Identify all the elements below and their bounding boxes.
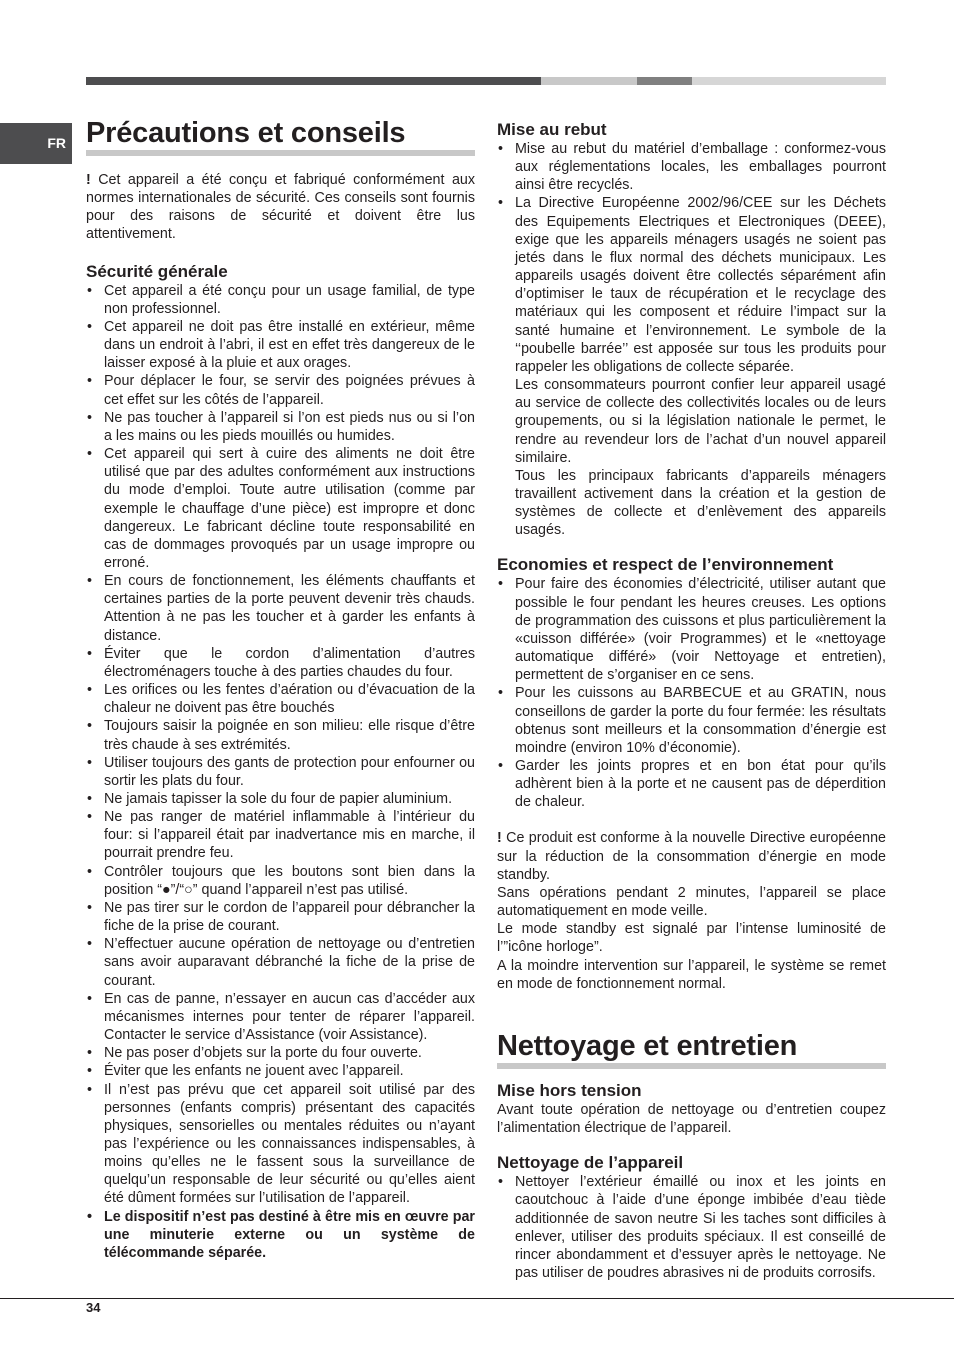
section-heading-securite: Sécurité générale — [86, 261, 228, 281]
list-item: • Éviter que le cordon d’alimentation d’autres électroménagers touche à des parties chaudes du four. — [86, 645, 475, 681]
page-number: 34 — [86, 1300, 101, 1315]
section-heading-rebut: Mise au rebut — [497, 120, 607, 139]
notice-text: Ce produit est conforme à la nouvelle Directive européenne sur la réduction de la consommation d’énergie en mode standby. — [497, 830, 886, 883]
notice-paragraph — [497, 829, 886, 883]
section-title-nettoyage: Nettoyage et entretien — [497, 1029, 886, 1069]
intro-paragraph — [86, 171, 475, 244]
top-decorative-bar — [86, 77, 886, 85]
list-item: • Il n’est pas prévu que cet appareil soit utilisé par des personnes (enfants compris) présentant des capacités physiques, sensorielles ou mentales réduites ou n’ayant pas l’expérience ou les connaissances indispensables, à moins qu’elles ne le fassent sous la surveillance de quelqu’un responsable de leur sécurité ou qu’elles aient été dûment formées sur l’utilisation de l’appareil. — [86, 1081, 475, 1208]
list-item: • Cet appareil qui sert à cuire des aliments ne doit être utilisé que par des adultes conformément aux instructions du mode d’emploi. Toute autre utilisation (comme par exemple le chauffage d’une pièce) est impropre et donc dangereux. Le fabricant décline toute responsabilité en cas de dommages provoqués par un usage impropre ou erroné. — [86, 445, 475, 572]
list-item: • En cours de fonctionnement, les éléments chauffants et certaines parties de la porte peuvent devenir très chauds. Attention à ne pas les toucher et à garder les enfants à distance. — [86, 572, 475, 645]
list-item: • Nettoyer l’extérieur émaillé ou inox et les joints en caoutchouc à l’aide d’une éponge imbibée d’eau tiède additionnée de savon neutre Si les taches sont difficiles à enlever, utiliser des produits spéciaux. Il est conseillé de rincer abondamment et d’essuyer après le nettoyage. Ne pas utiliser de poudres abrasives ni de produits corrosifs. — [497, 1173, 886, 1282]
left-column — [86, 116, 475, 1262]
bar-segment-light-end — [692, 77, 886, 85]
securite-list — [86, 282, 475, 1262]
section-heading-nettoyage: Nettoyage de l’appareil — [497, 1153, 684, 1173]
list-item: • La Directive Européenne 2002/96/CEE sur les Déchets des Equipements Electriques et Electroniques (DEEE), exige que les appareils ménagers usagés ne soient pas jetés dans le flux normal des déchets municipaux. Les appareils usagés doivent être collectés séparément afin d’optimiser le taux de récupération et le recyclage des matériaux qui les composent et réduire l’impact sur la santé humaine et l’environnement. Le symbole de la ‘‘poubelle barrée’’ est apposée sur tous les produits pour rappeler les obligations de collecte séparée. — [497, 194, 886, 376]
list-item: • Cet appareil a été conçu pour un usage familial, de type non professionnel. — [86, 282, 475, 318]
list-item: • Toujours saisir la poignée en son milieu: elle risque d’être très chaude à ses extrémités. — [86, 717, 475, 753]
list-item: • En cas de panne, n’essayer en aucun cas d’accéder aux mécanismes internes pour tenter de réparer l’appareil. Contacter le service d’Assistance (voir Assistance). — [86, 990, 475, 1044]
section-heading-hors-tension: Mise hors tension — [497, 1080, 642, 1100]
economies-list — [497, 575, 886, 811]
nettoyage-list — [497, 1173, 886, 1282]
warning-mark: ! — [497, 830, 502, 847]
list-item: • Ne pas ranger de matériel inflammable à l’intérieur du four: si l’appareil était par inadvertance mis en marche, il pourrait prendre feu. — [86, 808, 475, 862]
intro-text: Cet appareil a été conçu et fabriqué conformément aux normes internationales de sécurité. Ces conseils sont fournis pour des raisons de sécurité et doivent être lus attentivement. — [86, 172, 475, 243]
page-title: Précautions et conseils — [86, 116, 475, 156]
warning-mark: ! — [86, 172, 91, 188]
notice-paragraph: Le mode standby est signalé par l’intense luminosité de l’”icône horloge”. — [497, 921, 886, 956]
section-heading-economies: Economies et respect de l’environnement — [497, 555, 834, 575]
list-item: • Ne pas poser d’objets sur la porte du four ouverte. — [86, 1044, 475, 1062]
rebut-paragraph: Tous les principaux fabricants d’appareils ménagers travaillent activement dans la création et la gestion de systèmes de collecte et d’enlèvement des appareils usagés. — [515, 467, 886, 539]
list-item: • Mise au rebut du matériel d’emballage : conformez-vous aux réglementations locales, les emballages pourront ainsi être recyclés. — [497, 140, 886, 194]
language-tab: FR — [0, 123, 72, 164]
list-item: • Pour les cuissons au BARBECUE et au GRATIN, nous conseillons de garder la porte du four fermée: les résultats obtenus sont meilleurs et la consommation d’énergie est moindre (environ 10% d’économie). — [497, 684, 886, 757]
bar-segment-mid — [637, 77, 692, 85]
list-item-bold: • Le dispositif n’est pas destiné à être mis en œuvre par une minuterie externe ou un système de télécommande séparée. — [86, 1208, 475, 1262]
notice-paragraph: A la moindre intervention sur l’appareil, le système se remet en mode de fonctionnement normal. — [497, 957, 886, 992]
list-item: • Pour faire des économies d’électricité, utiliser autant que possible le four pendant les heures creuses. Les options de programmation des cuissons et plus particulièrement la «cuisson différée» (voir Programmes) et le «nettoyage automatique différé» (voir Nettoyage et entretien), permettent de s’organiser en ce sens. — [497, 575, 886, 684]
rebut-list — [497, 140, 886, 376]
bar-segment-dark — [86, 77, 541, 85]
rebut-paragraph: Les consommateurs pourront confier leur appareil usagé au service de collecte des collectivités locales ou de leurs groupements, ou si la législation nationale le permet, le rendre au revendeur lors de l’achat d’un nouvel appareil similaire. — [515, 377, 886, 466]
list-item: • Ne pas toucher à l’appareil si l’on est pieds nus ou si l’on a les mains ou les pieds mouillés ou humides. — [86, 409, 475, 445]
list-item: • N’effectuer aucune opération de nettoyage ou d’entretien sans avoir auparavant débranché la fiche de la prise de courant. — [86, 935, 475, 989]
hors-tension-text: Avant toute opération de nettoyage ou d’entretien coupez l’alimentation électrique de l’appareil. — [497, 1101, 886, 1137]
list-item: • Ne jamais tapisser la sole du four de papier aluminium. — [86, 790, 475, 808]
list-item: • Utiliser toujours des gants de protection pour enfourner ou sortir les plats du four. — [86, 754, 475, 790]
list-item: • Éviter que les enfants ne jouent avec l’appareil. — [86, 1062, 475, 1080]
list-item: • Contrôler toujours que les boutons sont bien dans la position “●”/“○” quand l’appareil n’est pas utilisé. — [86, 863, 475, 899]
list-item: • Ne pas tirer sur le cordon de l’appareil pour débrancher la fiche de la prise de courant. — [86, 899, 475, 935]
list-item: • Cet appareil ne doit pas être installé en extérieur, même dans un endroit à l’abri, il est en effet très dangereux de le laisser exposé à la pluie et aux orages. — [86, 318, 475, 372]
notice-paragraph: Sans opérations pendant 2 minutes, l’appareil se place automatiquement en mode veille. — [497, 884, 886, 920]
footer-rule — [0, 1298, 954, 1299]
bar-segment-light — [541, 77, 637, 85]
list-item: • Garder les joints propres et en bon état pour qu’ils adhèrent bien à la porte et ne causent pas de déperdition de chaleur. — [497, 757, 886, 811]
right-column — [497, 116, 886, 1282]
list-item: • Les orifices ou les fentes d’aération ou d’évacuation de la chaleur ne doivent pas être bouchés — [86, 681, 475, 717]
list-item: • Pour déplacer le four, se servir des poignées prévues à cet effet sur les côtés de l’appareil. — [86, 372, 475, 408]
